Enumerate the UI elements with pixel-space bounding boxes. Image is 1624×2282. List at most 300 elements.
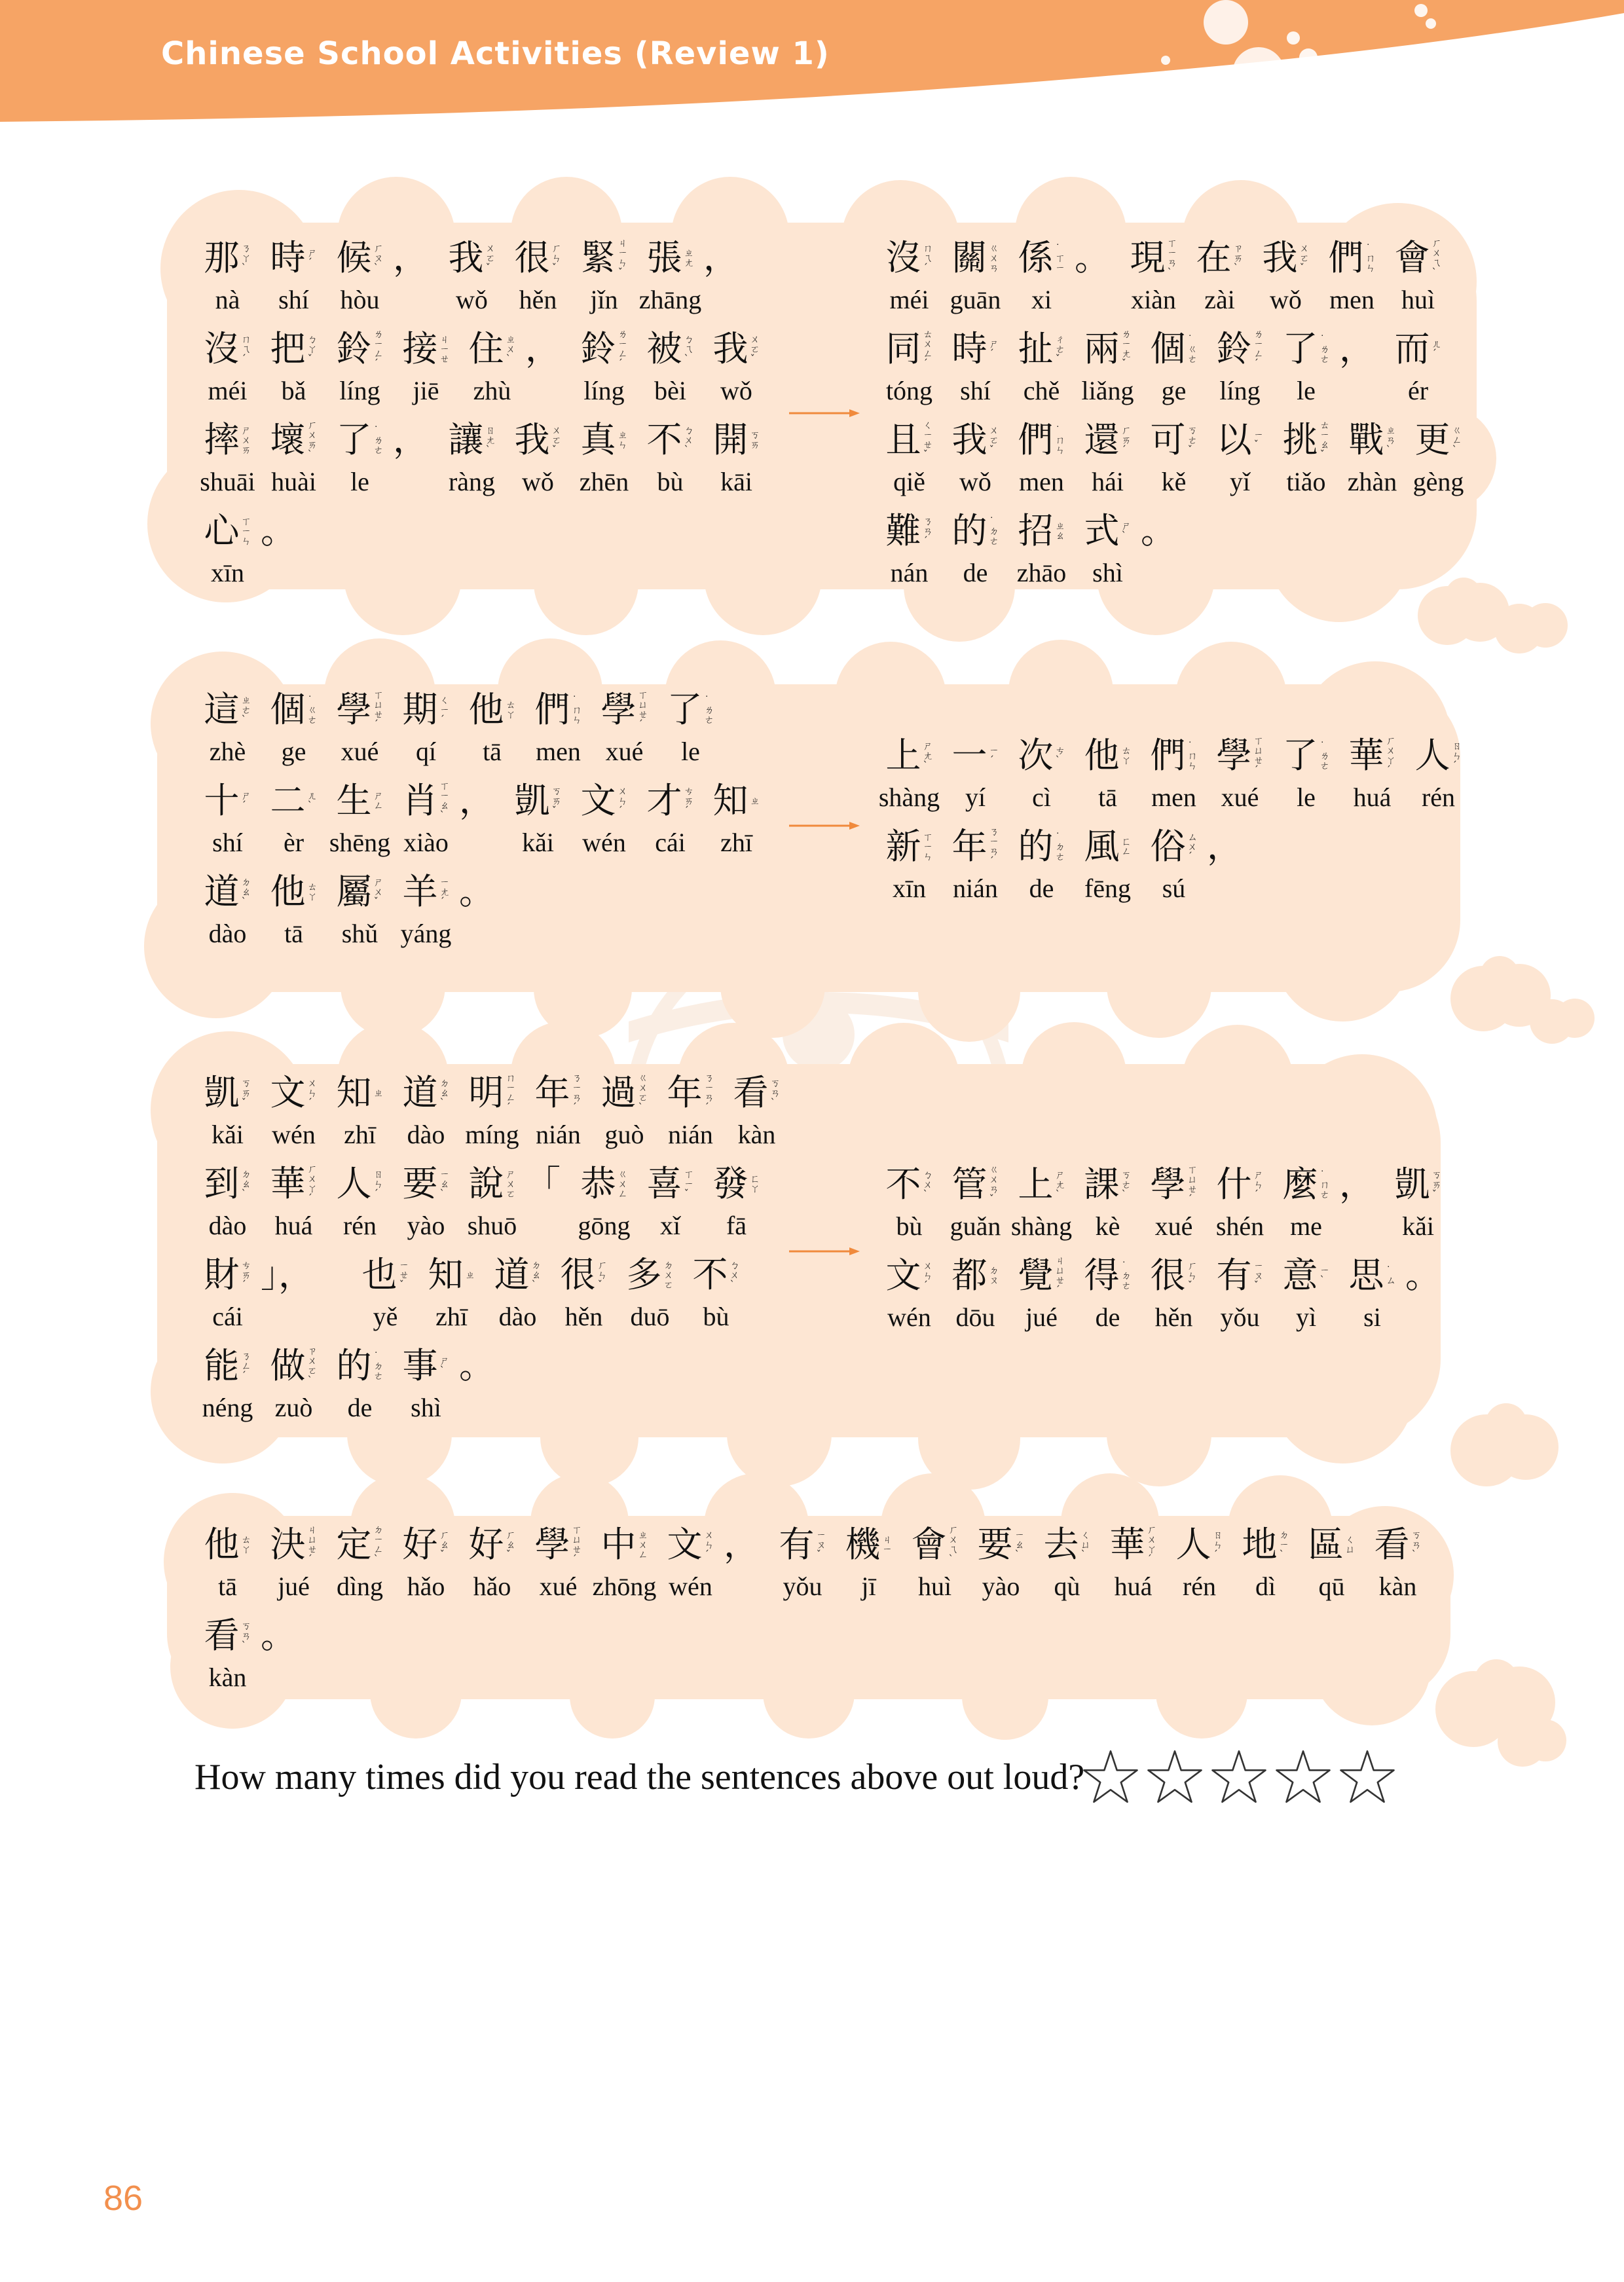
character-with-zhuyin	[494, 1249, 541, 1300]
hanzi: 看	[1374, 1524, 1410, 1565]
character-with-zhuyin	[845, 1519, 892, 1570]
text-line	[194, 775, 769, 866]
zhuyin: ˙ ㄉ ㄜ	[373, 1350, 384, 1382]
hanzi: 關	[951, 237, 987, 278]
pinyin: shǔ	[341, 919, 378, 948]
pinyin: xīn	[210, 558, 245, 587]
pinyin: zhēn	[579, 467, 629, 496]
hanzi: 們	[1150, 735, 1186, 776]
zhuyin: ㄒ ㄩ ㄝ ˊ	[1253, 735, 1264, 776]
annotated-character	[571, 1158, 637, 1242]
zhuyin: ㄖ ㄣ ˊ	[1452, 739, 1462, 771]
pinyin: méi	[889, 285, 929, 314]
pinyin: kāi	[720, 467, 752, 496]
pinyin: dào	[208, 919, 247, 948]
character-with-zhuyin	[204, 684, 251, 735]
zhuyin: ˙ ㄇ ㄣ	[1055, 424, 1065, 456]
hanzi: 很	[1150, 1255, 1186, 1296]
pinyin: le	[350, 467, 369, 496]
annotated-character	[439, 414, 505, 498]
character-with-zhuyin	[336, 1067, 383, 1118]
decor-blob	[1526, 989, 1598, 1054]
zhuyin: ㄏ ㄨ ㄚ ˊ	[1147, 1524, 1157, 1565]
zhuyin: ㄎ ㄞ ˇ	[241, 1077, 251, 1109]
zhuyin: ˙ ㄇ ㄣ	[572, 693, 582, 726]
pinyin: men	[1019, 467, 1064, 496]
pinyin: de	[1095, 1302, 1120, 1332]
annotated-character	[261, 232, 327, 316]
hanzi: 道	[494, 1254, 530, 1295]
hanzi: 文	[885, 1255, 921, 1296]
annotated-character	[1273, 323, 1339, 407]
rating-stars[interactable]	[1082, 1748, 1396, 1806]
text-line	[194, 1519, 1431, 1610]
pinyin: néng	[202, 1393, 253, 1422]
character-with-zhuyin	[270, 323, 317, 375]
pinyin: huì	[917, 1572, 952, 1601]
pinyin: èr	[283, 828, 304, 857]
annotated-character	[876, 1159, 942, 1243]
pinyin: liǎng	[1081, 376, 1134, 405]
zhuyin: ㄍ ㄥ ˋ	[1452, 424, 1462, 456]
pinyin: zhāng	[638, 285, 702, 314]
hanzi: 人	[1414, 735, 1450, 776]
character-with-zhuyin	[1216, 1159, 1263, 1210]
annotated-character	[393, 1158, 459, 1242]
character-with-zhuyin	[204, 1340, 251, 1391]
pinyin: le	[1297, 376, 1316, 405]
annotated-character	[876, 730, 942, 814]
character-with-zhuyin	[885, 232, 932, 284]
annotated-character	[683, 1249, 749, 1333]
hanzi: 讓	[448, 419, 484, 460]
zhuyin: ㄓ ㄜ ˋ	[241, 693, 251, 726]
pinyin: tā	[1098, 782, 1117, 812]
zhuyin: ㄎ ㄞ ˇ	[1431, 1168, 1442, 1200]
hanzi: 學	[600, 689, 637, 730]
pinyin: qù	[1054, 1572, 1080, 1601]
character-with-zhuyin	[1282, 323, 1329, 375]
annotated-character	[261, 1340, 327, 1424]
annotated-character	[1405, 414, 1471, 498]
character-with-zhuyin	[402, 1067, 449, 1118]
hanzi: 們	[534, 689, 570, 730]
hanzi: 過	[600, 1072, 637, 1113]
character-with-zhuyin	[667, 684, 714, 735]
zhuyin: ㄖ ㄤ ˋ	[485, 424, 496, 456]
pinyin: ér	[1407, 376, 1429, 405]
zhuyin: ˙ ㄒ ㄧ	[1055, 242, 1065, 274]
zhuyin: ㄏ ㄨ ㄟ ˋ	[1431, 237, 1442, 278]
hanzi: 那	[204, 237, 240, 278]
character-with-zhuyin	[1242, 1519, 1289, 1570]
character-with-zhuyin	[667, 1067, 714, 1118]
hanzi: 我	[951, 419, 987, 460]
character-with-zhuyin	[336, 323, 383, 375]
zhuyin: ㄐ ㄧ	[882, 1534, 893, 1555]
pinyin: yào	[407, 1211, 445, 1240]
character-with-zhuyin	[646, 775, 693, 826]
character-with-zhuyin	[270, 232, 317, 284]
pinyin: bǎ	[281, 376, 306, 405]
hanzi: 住	[468, 328, 504, 369]
pinyin: de	[347, 1393, 373, 1422]
hanzi: 得	[1084, 1255, 1120, 1296]
pinyin: wǒ	[959, 467, 991, 496]
character-with-zhuyin	[1150, 821, 1197, 872]
hanzi: 他	[1084, 735, 1120, 776]
hanzi: 開	[712, 419, 748, 460]
annotated-character	[459, 1067, 525, 1151]
zhuyin: ㄉ ㄧ ㄥ ˋ	[373, 1524, 384, 1565]
hanzi: 事	[402, 1345, 438, 1386]
character-with-zhuyin	[600, 684, 648, 735]
hanzi: 學	[1150, 1164, 1186, 1205]
zhuyin: ㄎ ㄜ ˇ	[1187, 424, 1198, 456]
pinyin: nián	[668, 1120, 713, 1149]
zhuyin: ㄅ ㄟ ˋ	[684, 333, 694, 365]
pinyin: xīn	[892, 874, 927, 903]
text-line	[194, 1067, 790, 1158]
character-with-zhuyin	[204, 775, 251, 826]
text-line	[194, 323, 769, 414]
hanzi: 羊	[402, 871, 438, 912]
zhuyin: ㄕ ㄨ ㄞ	[241, 424, 251, 456]
character-with-zhuyin	[204, 1067, 251, 1118]
zhuyin: ㄋ ㄚ ˋ	[241, 242, 251, 274]
pinyin: shí	[212, 828, 243, 857]
annotated-character	[876, 506, 942, 589]
zhuyin: ㄎ ㄢ ˋ	[241, 1619, 251, 1651]
annotated-character	[418, 1249, 485, 1333]
character-with-zhuyin	[336, 1519, 383, 1570]
zhuyin: ㄖ ㄣ ˊ	[1213, 1528, 1223, 1560]
annotated-character	[1141, 821, 1207, 905]
star-icon[interactable]	[1210, 1748, 1268, 1806]
star-icon[interactable]	[1274, 1748, 1332, 1806]
annotated-character	[1141, 323, 1207, 407]
zhuyin: ㄍ ㄨ ㄛ ˋ	[638, 1072, 648, 1113]
character-with-zhuyin	[1130, 232, 1177, 284]
annotated-character	[617, 1249, 683, 1333]
pinyin: xué	[1221, 782, 1259, 812]
pinyin: le	[1297, 782, 1316, 812]
pinyin: jué	[1025, 1302, 1058, 1332]
pinyin: le	[681, 737, 700, 766]
annotated-character	[1319, 232, 1385, 316]
pinyin: wén	[887, 1302, 931, 1332]
hanzi: 且	[885, 419, 921, 460]
zhuyin: ㄏ ㄠ ˇ	[506, 1528, 516, 1560]
character-with-zhuyin	[1262, 232, 1309, 284]
pinyin: zhī	[435, 1302, 468, 1331]
hanzi: 做	[270, 1345, 306, 1386]
zhuyin: ㄒ ㄧ ㄠ ˋ	[439, 780, 450, 821]
pinyin: hòu	[340, 285, 380, 314]
hanzi: 了	[336, 419, 372, 460]
pinyin: shàng	[878, 782, 940, 812]
hanzi: 招	[1018, 510, 1054, 551]
punctuation: 。	[1405, 1255, 1441, 1296]
pinyin: hǎo	[407, 1572, 445, 1601]
zhuyin: ㄋ ㄧ ㄢ ˊ	[704, 1072, 714, 1113]
pinyin: kè	[1095, 1211, 1120, 1241]
hanzi: 了	[1282, 328, 1318, 369]
pinyin: cì	[1032, 782, 1051, 812]
character-with-zhuyin	[951, 1250, 999, 1301]
zhuyin: ㄒ ㄧ ㄣ	[923, 830, 933, 862]
hanzi: 學	[534, 1524, 570, 1565]
zhuyin: ㄊ ㄨ ㄥ ˊ	[923, 328, 933, 369]
pinyin: nián	[953, 874, 998, 903]
header-title: Chinese School Activities (Review 1)	[161, 35, 830, 72]
annotated-character	[1008, 414, 1075, 498]
hanzi: 管	[951, 1164, 987, 1205]
zhuyin: ㄐ ㄧ ㄝ	[439, 333, 450, 365]
zhuyin: ㄕ ㄨ ㄛ	[506, 1168, 516, 1200]
character-with-zhuyin	[646, 323, 693, 375]
character-with-zhuyin	[646, 414, 693, 466]
text-line	[194, 414, 769, 506]
annotated-character	[1075, 1159, 1141, 1243]
zhuyin: ㄨ ㄛ ˇ	[551, 424, 562, 456]
character-with-zhuyin	[402, 1340, 449, 1391]
pinyin: qiě	[893, 467, 925, 496]
punctuation: ，	[525, 328, 561, 369]
pinyin: tā	[218, 1572, 237, 1601]
pinyin: huài	[271, 467, 316, 496]
zhuyin: ㄇ ㄧ ㄥ ˊ	[506, 1072, 516, 1113]
annotated-character	[194, 1610, 261, 1694]
annotated-character	[942, 821, 1008, 905]
annotated-character	[876, 1250, 942, 1334]
zhuyin: ㄑ ㄩ ˋ	[1080, 1528, 1091, 1560]
character-with-zhuyin	[336, 1340, 383, 1391]
pinyin: cái	[655, 828, 686, 857]
hanzi: 沒	[885, 237, 921, 278]
character-with-zhuyin	[580, 1158, 627, 1209]
hanzi: 思	[1348, 1255, 1384, 1296]
annotated-character	[1385, 323, 1451, 407]
pinyin: jué	[278, 1572, 310, 1601]
annotated-character	[261, 414, 327, 498]
character-with-zhuyin	[1043, 1519, 1090, 1570]
hanzi: 上	[1018, 1164, 1054, 1205]
character-with-zhuyin	[204, 1158, 251, 1209]
annotated-character	[1008, 1250, 1075, 1334]
character-with-zhuyin	[885, 414, 932, 466]
hanzi: 發	[712, 1163, 748, 1204]
punctuation: 」，	[261, 1254, 314, 1295]
page-number: 86	[103, 2179, 143, 2218]
pinyin: wén	[669, 1572, 712, 1601]
star-icon[interactable]	[1146, 1748, 1204, 1806]
character-with-zhuyin	[402, 1519, 449, 1570]
pinyin: sú	[1162, 874, 1186, 903]
pinyin: xué	[539, 1572, 578, 1601]
annotated-character	[1207, 323, 1273, 407]
hanzi: 年	[534, 1072, 570, 1113]
hanzi: 我	[1262, 237, 1298, 278]
character-with-zhuyin	[885, 1250, 932, 1301]
pinyin: ge	[281, 737, 306, 766]
annotated-character	[942, 323, 1008, 407]
annotated-character	[551, 1249, 617, 1333]
annotated-character	[703, 323, 769, 407]
zhuyin: ㄨ ㄛ ˇ	[989, 424, 999, 456]
pinyin: yào	[982, 1572, 1020, 1601]
annotated-character	[1339, 730, 1405, 814]
punctuation: ，	[393, 237, 428, 278]
annotated-character	[769, 1519, 836, 1603]
character-with-zhuyin	[580, 232, 627, 284]
annotated-character	[571, 323, 637, 407]
annotated-character	[1034, 1519, 1100, 1603]
annotated-character	[1232, 1519, 1299, 1603]
annotated-character	[591, 1519, 657, 1603]
zhuyin: ㄌ ㄧ ㄤ ˇ	[1121, 328, 1132, 369]
zhuyin: ㄓ	[373, 1086, 384, 1099]
reading-question: How many times did you read the sentences above out loud?	[194, 1757, 1085, 1797]
zhuyin: ㄏ ㄨ ㄚ ˊ	[307, 1163, 318, 1204]
annotated-character	[1008, 232, 1075, 316]
annotated-character	[459, 323, 525, 407]
pinyin: zhī	[344, 1120, 376, 1149]
hanzi: 不	[885, 1164, 921, 1205]
zhuyin: ˙ ㄍ ㄜ	[307, 693, 318, 726]
punctuation: ，	[1207, 826, 1242, 867]
character-with-zhuyin	[1414, 414, 1462, 466]
annotated-character	[637, 323, 703, 407]
annotated-character	[194, 866, 261, 950]
annotated-character	[637, 232, 703, 316]
character-with-zhuyin	[1348, 1250, 1395, 1301]
annotated-character	[1273, 1159, 1339, 1243]
character-with-zhuyin	[1308, 1519, 1355, 1570]
pinyin: rén	[1182, 1572, 1217, 1601]
annotated-character	[194, 1340, 261, 1424]
pinyin: líng	[1219, 376, 1261, 405]
text-line	[194, 866, 769, 957]
zhuyin: ㄐ ㄩ ㄝ ˊ	[307, 1524, 318, 1565]
annotated-character	[194, 323, 261, 407]
character-with-zhuyin	[580, 414, 627, 466]
hanzi: 難	[885, 510, 921, 551]
character-with-zhuyin	[336, 775, 383, 826]
hanzi: 很	[560, 1254, 596, 1295]
pinyin: wǒ	[1270, 285, 1302, 314]
annotated-character	[194, 414, 261, 498]
annotated-character	[591, 684, 657, 768]
zhuyin: ㄅ ㄨ ˋ	[729, 1259, 740, 1291]
zhuyin: ˙ ㄉ ㄜ	[989, 515, 999, 547]
hanzi: 現	[1130, 237, 1166, 278]
character-with-zhuyin	[336, 232, 383, 284]
zhuyin: ㄒ ㄧ ㄣ	[241, 515, 251, 547]
character-with-zhuyin	[402, 775, 449, 826]
annotated-character	[1075, 730, 1141, 814]
text-line	[876, 232, 1471, 323]
character-with-zhuyin	[600, 1067, 648, 1118]
zhuyin: ㄒ ㄩ ㄝ ˊ	[638, 689, 648, 730]
text-line	[194, 1340, 790, 1431]
zhuyin: ㄐ ㄩ ㄝ ˊ	[1055, 1255, 1065, 1296]
punctuation: 。	[459, 871, 494, 912]
pinyin: xiàn	[1131, 285, 1176, 314]
zhuyin: ㄕ ˋ	[1121, 520, 1132, 542]
annotated-character	[261, 775, 327, 859]
zhuyin: ㄙ ㄨ ˊ	[1187, 830, 1198, 862]
zhuyin: ㄒ ㄩ ㄝ ˊ	[572, 1524, 582, 1565]
pinyin: zhāo	[1016, 558, 1067, 587]
pinyin: kàn	[208, 1663, 247, 1692]
pinyin: men	[1151, 782, 1196, 812]
character-with-zhuyin	[204, 1610, 251, 1661]
pinyin: gōng	[578, 1211, 631, 1240]
annotated-character	[942, 1250, 1008, 1334]
text-line	[876, 414, 1471, 506]
punctuation: ，	[703, 237, 739, 278]
pinyin: jī	[861, 1572, 876, 1601]
zhuyin: ㄎ ㄞ ˇ	[551, 784, 562, 817]
zhuyin: ㄋ ㄧ ㄢ ˊ	[572, 1072, 582, 1113]
character-with-zhuyin	[1282, 414, 1329, 466]
punctuation: 。	[261, 510, 296, 551]
annotated-character	[327, 323, 393, 407]
pinyin: rén	[342, 1211, 377, 1240]
zhuyin: ㄏ ㄣ ˇ	[597, 1259, 608, 1291]
pinyin: bù	[896, 1211, 923, 1241]
annotated-character	[194, 684, 261, 768]
zhuyin: ㄑ ㄩ	[1345, 1534, 1356, 1555]
character-with-zhuyin	[1394, 1159, 1441, 1210]
hanzi: 在	[1196, 237, 1232, 278]
star-icon[interactable]	[1338, 1748, 1396, 1806]
zhuyin: ㄎ ㄜ ˋ	[1121, 1168, 1132, 1200]
annotated-character	[1141, 1159, 1207, 1243]
text-line	[876, 506, 1471, 597]
hanzi: 多	[626, 1254, 662, 1295]
character-with-zhuyin	[1216, 730, 1263, 781]
character-with-zhuyin	[1282, 1250, 1329, 1301]
zhuyin: ˙ ㄌ ㄜ	[704, 693, 714, 726]
zhuyin: ㄊ ㄚ	[307, 881, 318, 902]
annotated-character	[194, 1067, 261, 1151]
hanzi: 挑	[1282, 419, 1318, 460]
pinyin: líng	[339, 376, 380, 405]
pinyin: fā	[726, 1211, 747, 1240]
pinyin: zài	[1204, 285, 1235, 314]
character-with-zhuyin	[336, 866, 383, 917]
annotated-character	[261, 1067, 327, 1151]
hanzi: 區	[1308, 1524, 1344, 1565]
header-banner	[0, 0, 1624, 131]
character-with-zhuyin	[270, 684, 317, 735]
pinyin: zhàn	[1347, 467, 1397, 496]
character-with-zhuyin	[448, 232, 495, 284]
annotated-character	[1207, 730, 1273, 814]
character-with-zhuyin	[1084, 414, 1131, 466]
annotated-character	[703, 775, 769, 859]
star-icon[interactable]	[1082, 1748, 1139, 1806]
text-line	[876, 323, 1471, 414]
hanzi: 好	[468, 1524, 504, 1565]
text-line	[876, 730, 1471, 821]
hanzi: 學	[336, 689, 372, 730]
character-with-zhuyin	[534, 1519, 581, 1570]
hanzi: 中	[600, 1524, 637, 1565]
hanzi: 可	[1150, 419, 1186, 460]
